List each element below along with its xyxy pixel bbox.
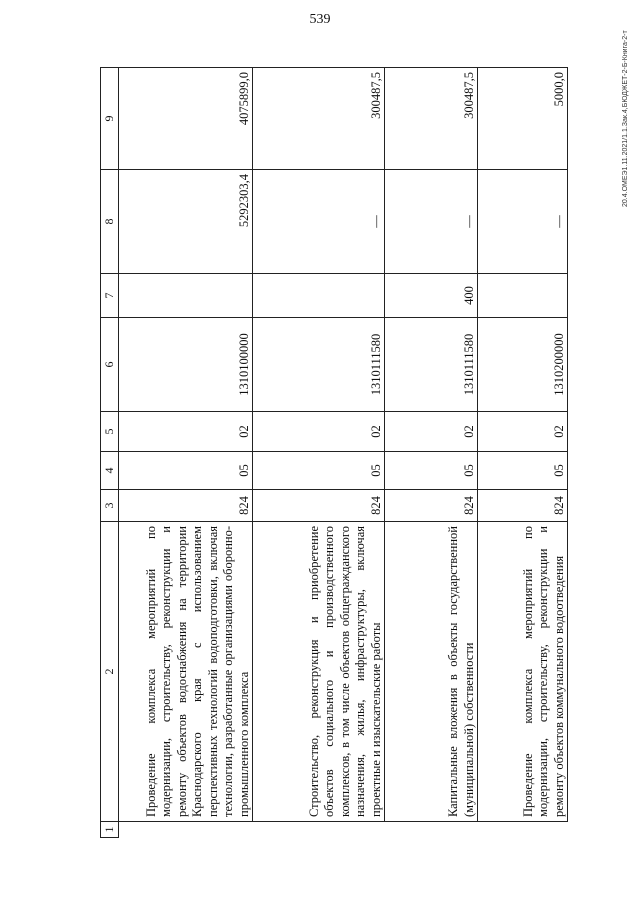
amount-col8: — <box>253 170 385 274</box>
blank-cell <box>478 822 568 838</box>
page-number: 539 <box>309 12 331 27</box>
table-header-row <box>101 68 119 838</box>
header-cell: 3 <box>101 490 119 522</box>
budget-table-rotated <box>100 68 566 838</box>
header-cell: 2 <box>101 522 119 822</box>
item-name: Проведение комплекса мероприятий по модернизации, строительству, реконструкции и ремонту объектов водоснабжения на территории Краснодарского края с использованием перспективных технологий водоподготовки, включая технологии, разработанные организациями оборонно-промышленного комплекса <box>119 522 253 822</box>
table-row <box>478 68 568 838</box>
table-row <box>385 68 478 838</box>
document-code-note: 20.4.ОМЕЭ1.11.2021/1.1.Зак.4,БЮДЖЕТ-2-Б-Книга-2-т <box>622 30 629 207</box>
amount-col8: — <box>478 170 568 274</box>
code-section: 05 <box>119 452 253 490</box>
item-name: Капитальные вложения в объекты государственной (муниципальной) собственности <box>385 522 478 822</box>
code-ministry: 824 <box>478 490 568 522</box>
item-name: Строительство, реконструкция и приобретение объектов социального и производственного комплексов, в том числе объектов общегражданского назначения, жилья, инфраструктуры, включая проектные и изыскательские работы <box>253 522 385 822</box>
amount-col9: 300487,5 <box>253 68 385 170</box>
code-target: 1310111580 <box>385 318 478 412</box>
code-ministry: 824 <box>385 490 478 522</box>
header-cell: 8 <box>101 170 119 274</box>
code-section: 05 <box>253 452 385 490</box>
code-target: 1310100000 <box>119 318 253 412</box>
amount-col8: 5292303,4 <box>119 170 253 274</box>
header-cell: 4 <box>101 452 119 490</box>
amount-col8: — <box>385 170 478 274</box>
code-subsection: 02 <box>253 412 385 452</box>
code-section: 05 <box>385 452 478 490</box>
code-ministry: 824 <box>119 490 253 522</box>
code-section: 05 <box>478 452 568 490</box>
header-cell: 7 <box>101 274 119 318</box>
code-expense-type <box>119 274 253 318</box>
code-subsection: 02 <box>478 412 568 452</box>
code-target: 1310111580 <box>253 318 385 412</box>
code-expense-type <box>478 274 568 318</box>
table-row <box>119 68 253 838</box>
item-name: Проведение комплекса мероприятий по модернизации, строительству, реконструкции и ремонту объектов коммунального водоотведения <box>478 522 568 822</box>
header-cell: 9 <box>101 68 119 170</box>
header-cell: 6 <box>101 318 119 412</box>
amount-col9: 5000,0 <box>478 68 568 170</box>
table-row <box>253 68 385 838</box>
code-subsection: 02 <box>385 412 478 452</box>
blank-cell <box>253 822 385 838</box>
code-target: 1310200000 <box>478 318 568 412</box>
blank-cell <box>385 822 478 838</box>
blank-cell <box>119 822 253 838</box>
amount-col9: 4075899,0 <box>119 68 253 170</box>
code-expense-type: 400 <box>385 274 478 318</box>
header-cell: 1 <box>101 822 119 838</box>
code-expense-type <box>253 274 385 318</box>
code-ministry: 824 <box>253 490 385 522</box>
budget-table <box>100 67 568 838</box>
header-cell: 5 <box>101 412 119 452</box>
amount-col9: 300487,5 <box>385 68 478 170</box>
code-subsection: 02 <box>119 412 253 452</box>
